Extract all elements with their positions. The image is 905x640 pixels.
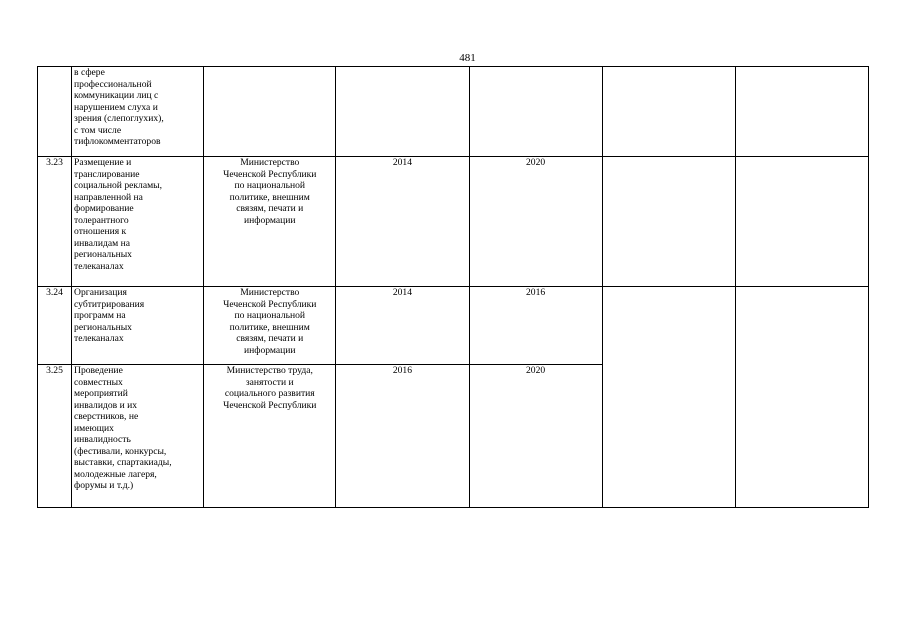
executor-cell: Министерство труда, занятости и социального развития Чеченской Республики <box>204 365 336 508</box>
row-number-cell: 3.25 <box>38 365 72 508</box>
end-year-cell: 2020 <box>469 365 602 508</box>
executor-cell: Министерство Чеченской Республики по национальной политике, внешним связям, печати и информации <box>204 287 336 365</box>
start-year-cell: 2016 <box>336 365 469 508</box>
row-number-cell: 3.24 <box>38 287 72 365</box>
end-year-cell: 2020 <box>469 157 602 287</box>
activity-cell: Организация субтитрирования программ на региональных телеканалах <box>72 287 204 365</box>
start-year-cell: 2014 <box>336 287 469 365</box>
table-row <box>38 287 869 365</box>
activity-cell: Проведение совместных мероприятий инвалидов и их сверстников, не имеющих инвалидность (фестивали, конкурсы, выставки, спартакиады, молодежные лагеря, форумы и т.д.) <box>72 365 204 508</box>
start-year-cell <box>336 67 469 157</box>
activity-cell: Размещение и транслирование социальной рекламы, направленной на формирование толерантного отношения к инвалидам на региональных телеканалах <box>72 157 204 287</box>
end-year-cell: 2016 <box>469 287 602 365</box>
program-table <box>37 66 869 508</box>
empty-cell <box>735 67 868 157</box>
table-row <box>38 157 869 287</box>
start-year-cell: 2014 <box>336 157 469 287</box>
empty-cell <box>735 157 868 287</box>
row-number-cell: 3.23 <box>38 157 72 287</box>
merged-empty-cell <box>602 287 735 508</box>
executor-cell: Министерство Чеченской Республики по национальной политике, внешним связям, печати и информации <box>204 157 336 287</box>
table-row <box>38 67 869 157</box>
executor-cell <box>204 67 336 157</box>
merged-empty-cell <box>735 287 868 508</box>
row-number-cell <box>38 67 72 157</box>
page-number: 481 <box>459 52 476 64</box>
empty-cell <box>602 67 735 157</box>
activity-cell: в сфере профессиональной коммуникации лиц с нарушением слуха и зрения (слепоглухих), с том числе тифлокомментаторов <box>72 67 204 157</box>
empty-cell <box>602 157 735 287</box>
end-year-cell <box>469 67 602 157</box>
